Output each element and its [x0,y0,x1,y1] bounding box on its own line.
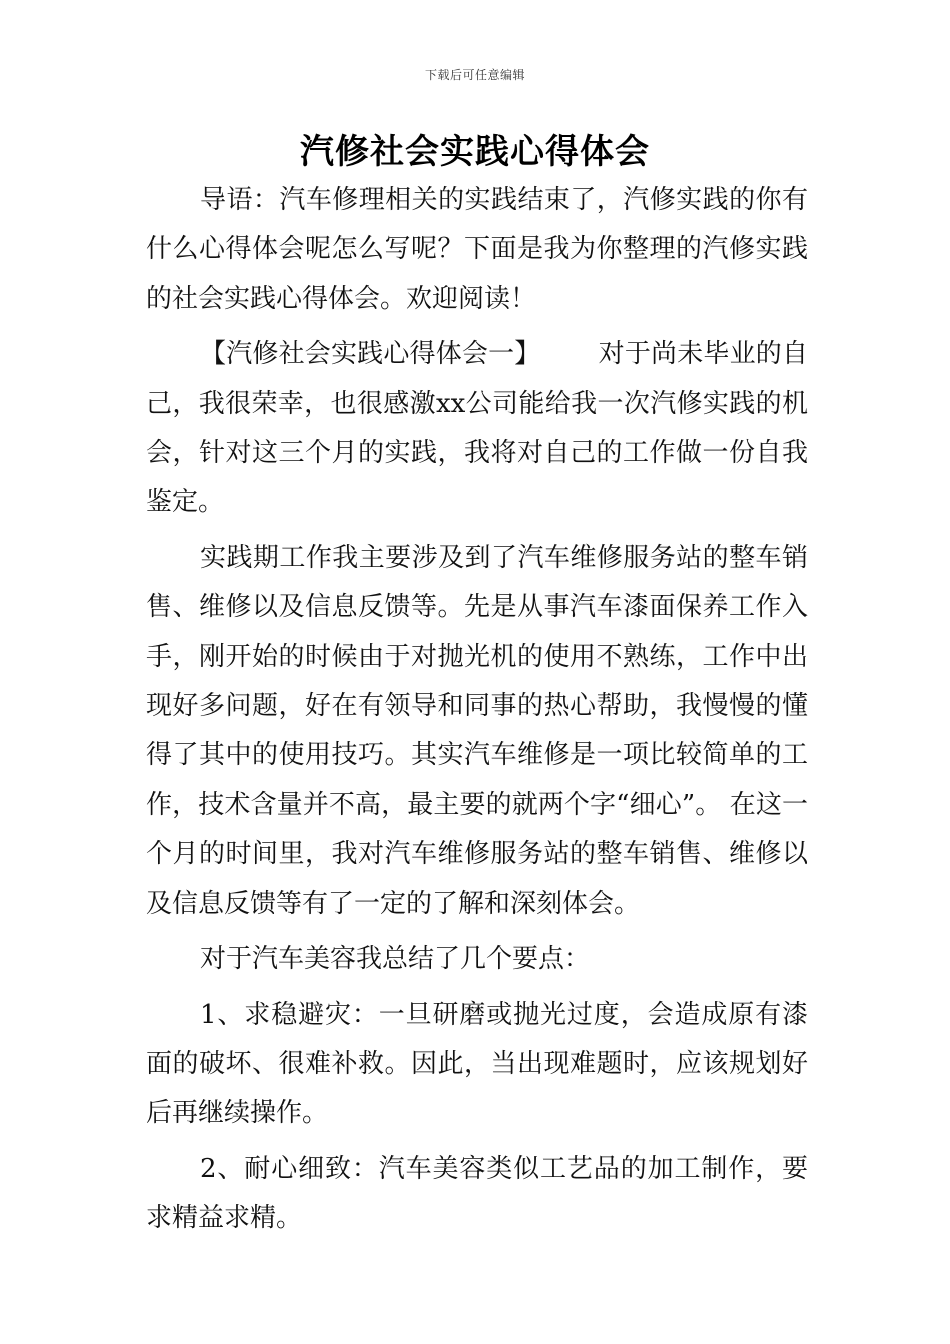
document-title: 汽修社会实践心得体会 [300,132,650,172]
document-body [146,176,808,1244]
intro-paragraph: 导语：汽车修理相关的实践结束了，汽修实践的你有什么心得体会呢怎么写呢？下面是我为你整理的汽修实践的社会实践心得体会。欢迎阅读！ [146,185,808,314]
work-paragraph: 实践期工作我主要涉及到了汽车维修服务站的整车销售、维修以及信息反馈等。先是从事汽车漆面保养工作入手，刚开始的时候由于对抛光机的使用不熟练，工作中出现好多问题，好在有领导和同事的热心帮助，我慢慢的懂得了其中的使用技巧。其实汽车维修是一项比较简单的工作，技术含量并不高，最主要的就两个字“细心”。 在这一个月的时间里，我对汽车维修服务站的整车销售、维修以及信息反馈等有了一定的了解和深刻体会。 [146,542,808,919]
section-heading: 【汽修社会实践心得体会一】 [200,339,541,370]
summary-intro-paragraph: 对于汽车美容我总结了几个要点： [200,944,591,975]
section-one-text: 对于尚未毕业的自己，我很荣幸，也很感激xx公司能给我一次汽修实践的机会，针对这三个月的实践，我将对自己的工作做一份自我鉴定。 [146,339,808,518]
point-one-paragraph: 1、求稳避灾：一旦研磨或抛光过度，会造成原有漆面的破坏、很难补救。因此，当出现难题时，应该规划好后再继续操作。 [146,999,808,1129]
point-two-paragraph: 2、耐心细致：汽车美容类似工艺品的加工制作，要求精益求精。 [146,1153,808,1234]
header-note: 下载后可任意编辑 [424,68,525,82]
section-one-paragraph [146,330,808,528]
